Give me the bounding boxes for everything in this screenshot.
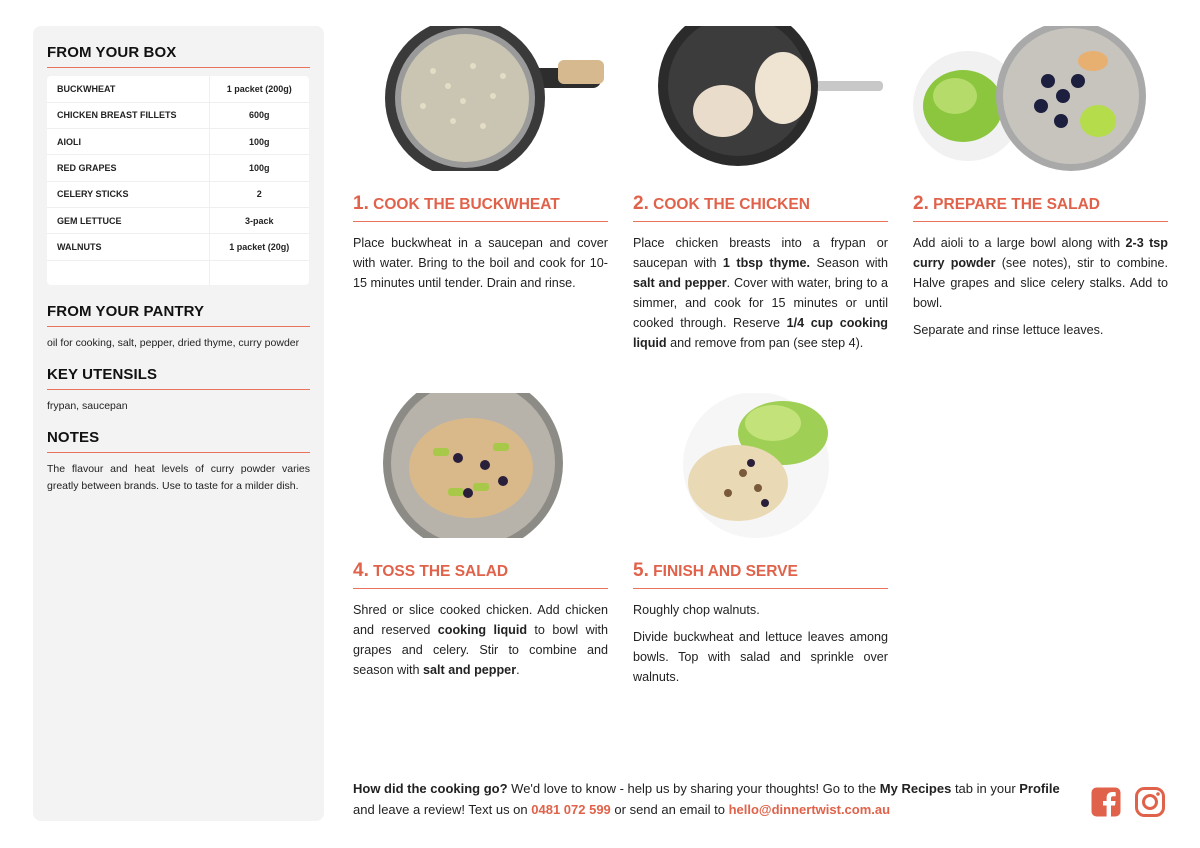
step-3-body [913,233,1168,340]
step-5-title: 5. FINISH AND SERVE [633,560,888,589]
body-text: (see notes), stir to combine. Halve grapes and slice celery stalks. Add to bowl. [913,256,1169,310]
step-2-photo [633,26,888,171]
step-5-photo [633,393,888,538]
step-4-title: 4. TOSS THE SALAD [353,560,608,589]
step-1-title: 1. COOK THE BUCKWHEAT [353,193,608,222]
step-1 [353,26,608,293]
body-text: Place chicken breasts into a frypan or saucepan with [633,236,888,270]
ingredient-row [47,76,309,102]
step-paragraph [353,233,608,293]
ingredient-name: RED GRAPES [47,155,209,181]
step-3-title: 2. PREPARE THE SALAD [913,193,1168,222]
social-links [1090,786,1166,818]
notes-text: The flavour and heat levels of curry powder varies greatly between brands. Use to taste for a milder dish. [47,463,310,493]
step-4-photo [353,393,608,538]
ingredient-qty: 600g [209,102,309,128]
emphasis-text: salt and pepper [633,276,727,290]
emphasis-text: salt and pepper [423,663,517,677]
step-1-photo [353,26,608,171]
ingredient-row [47,129,309,155]
emphasis-text: How did the cooking go? [353,781,508,796]
ingredient-row-empty [47,260,309,285]
body-text: to bowl with grapes and celery. Stir to combine and season with [353,623,609,677]
body-text: Roughly chop walnuts. [633,603,760,617]
ingredient-qty: 3-pack [209,207,309,233]
emphasis-text: 1/4 cup cooking liquid [633,316,888,350]
box-ingredients-table [47,76,309,285]
sidebar [33,26,324,821]
body-text: . [516,663,520,677]
emphasis-text: Profile [1019,781,1060,796]
step-2-title: 2. COOK THE CHICKEN [633,193,888,222]
utensils-text: frypan, saucepan [47,400,128,413]
body-text: Season with [810,256,889,270]
utensils-heading: KEY UTENSILS [47,366,310,390]
pantry-heading: FROM YOUR PANTRY [47,303,310,327]
ingredient-row [47,207,309,233]
footer-text: We'd love to know - help us by sharing your thoughts! Go to the [507,781,880,796]
body-text: Add aioli to a large bowl along with [913,236,1126,250]
body-text: Shred or slice cooked chicken. Add chicken and reserved [353,603,608,637]
notes-heading: NOTES [47,429,310,453]
footer-text: tab in your [951,781,1020,796]
step-3 [913,26,1168,340]
instagram-icon[interactable] [1134,786,1166,818]
body-text: and remove from pan (see step 4). [666,336,864,350]
step-3-photo [913,26,1168,171]
emphasis-text: 2-3 tsp curry powder [913,236,1168,270]
step-paragraph [353,600,608,680]
box-heading: FROM YOUR BOX [47,44,310,68]
step-4 [353,393,608,680]
body-text: . Cover with water, bring to a simmer, and cook for 15 minutes or until cooked through. Reserve [633,276,889,330]
pantry-text: oil for cooking, salt, pepper, dried thyme, curry powder [47,337,300,350]
ingredient-row [47,181,309,207]
step-5-body [633,600,888,687]
step-5 [633,393,888,687]
ingredient-qty: 100g [209,155,309,181]
emphasis-text: 1 tbsp thyme. [722,256,810,270]
ingredient-qty: 2 [209,181,309,207]
step-paragraph [913,320,1168,340]
ingredient-row [47,102,309,128]
step-paragraph [633,233,888,353]
ingredient-name: AIOLI [47,129,209,155]
step-paragraph [633,600,888,620]
step-2 [633,26,888,353]
ingredient-name: BUCKWHEAT [47,76,209,102]
emphasis-text: cooking liquid [437,623,528,637]
ingredient-qty: 1 packet (200g) [209,76,309,102]
ingredient-qty: 100g [209,129,309,155]
ingredient-name: WALNUTS [47,234,209,260]
step-1-body [353,233,608,293]
body-text: Separate and rinse lettuce leaves. [913,323,1104,337]
contact-link[interactable]: 0481 072 599 [531,802,611,817]
ingredient-name: GEM LETTUCE [47,207,209,233]
contact-link[interactable]: hello@dinnertwist.com.au [728,802,891,817]
emphasis-text: My Recipes [879,781,952,796]
ingredient-qty: 1 packet (20g) [209,234,309,260]
footer-text: and leave a review! Text us on [353,802,532,817]
facebook-icon[interactable] [1090,786,1122,818]
step-paragraph [633,627,888,687]
body-text: Divide buckwheat and lettuce leaves among bowls. Top with salad and sprinkle over walnuts. [633,630,888,684]
step-4-body [353,600,608,680]
ingredient-row [47,234,309,260]
step-2-body [633,233,888,353]
step-paragraph [913,233,1168,313]
footer-text: or send an email to [610,802,729,817]
ingredient-row [47,155,309,181]
ingredient-name: CHICKEN BREAST FILLETS [47,102,209,128]
feedback-footer [353,778,1083,820]
ingredient-name: CELERY STICKS [47,181,209,207]
body-text: Place buckwheat in a saucepan and cover with water. Bring to the boil and cook for 10-15 minutes until tender. Drain and rinse. [353,236,608,290]
